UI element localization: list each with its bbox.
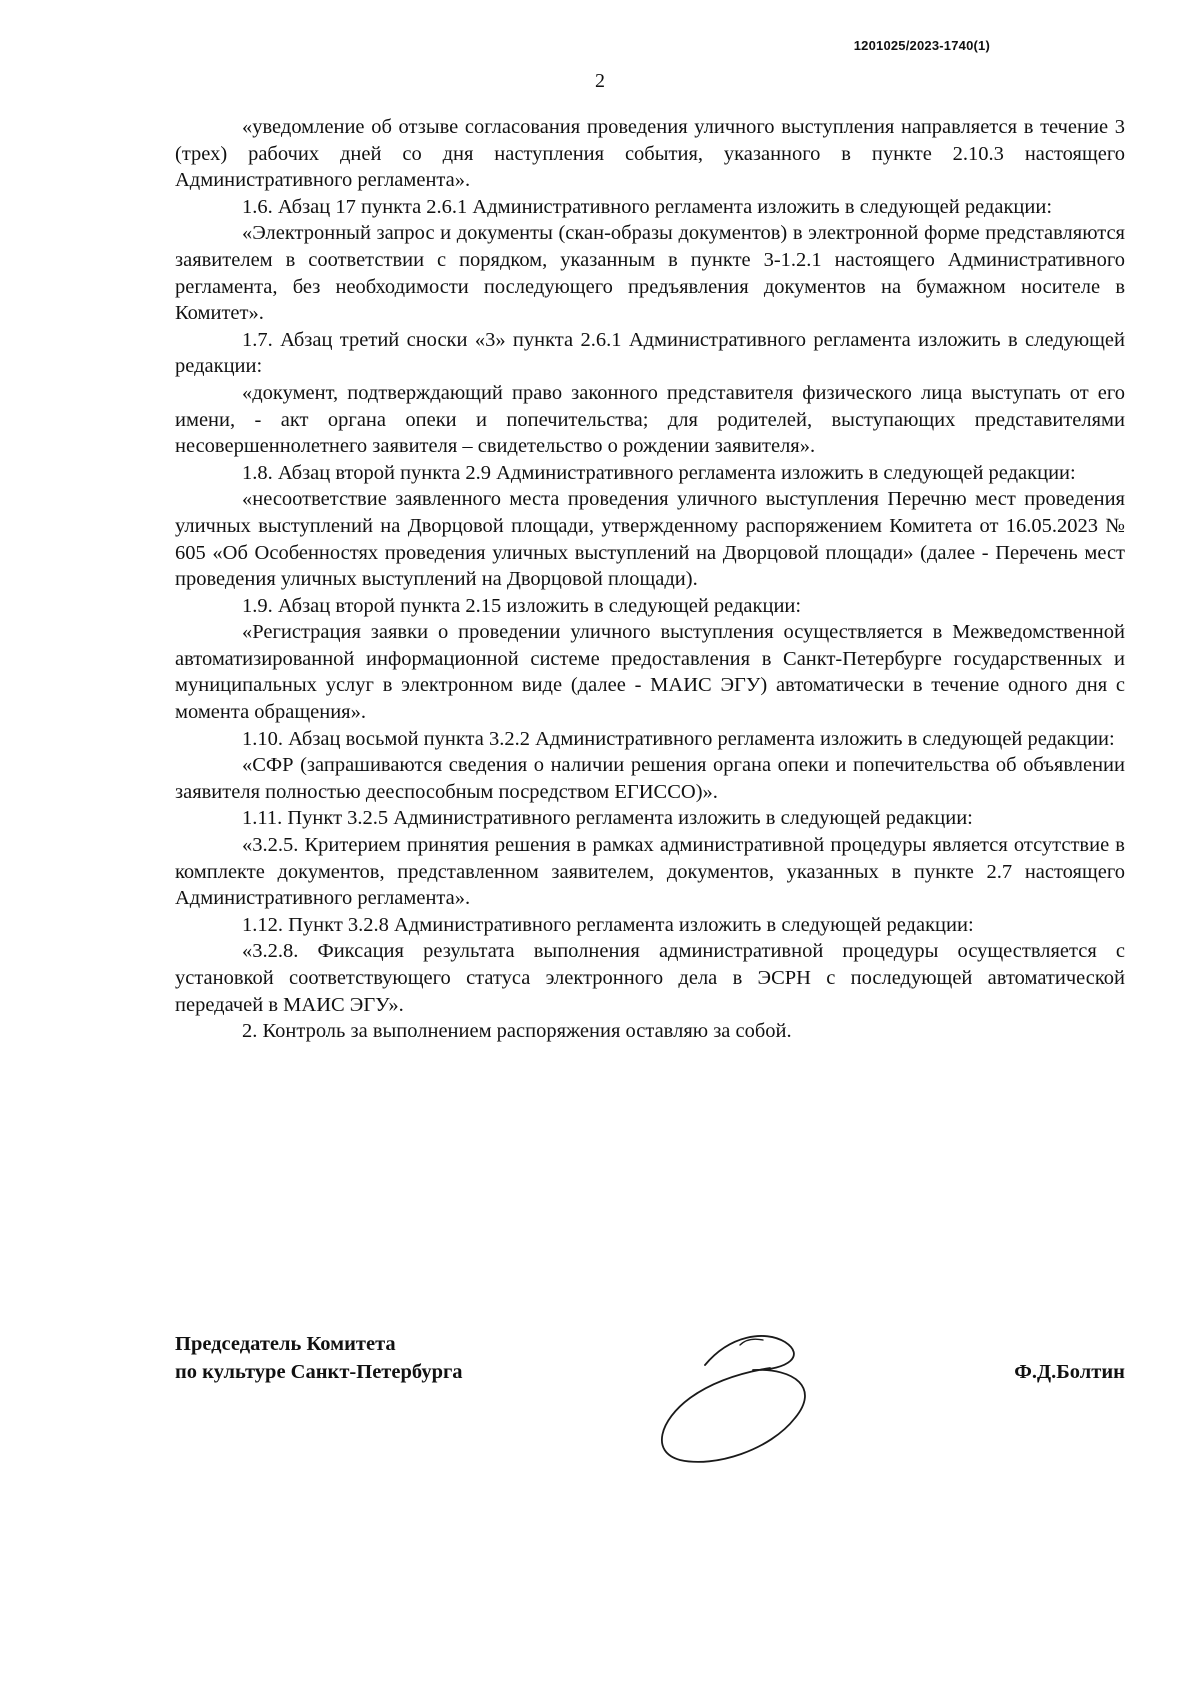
document-body [175,114,1125,1045]
paragraph-electronic-request: «Электронный запрос и документы (скан-образы документов) в электронной форме представляются заявителем в соответствии с порядком, указанным в пункте 3-1.2.1 настоящего Административного регламента, без необходимости последующего предъявления документов на бумажном носителе в Комитет». [175,222,1125,325]
document-registration-number: 1201025/2023-1740(1) [853,38,990,53]
paragraph-item-1-12: 1.12. Пункт 3.2.8 Административного регламента изложить в следующей редакции: [242,913,974,936]
paragraph-fixation: «3.2.8. Фиксация результата выполнения административной процедуры осуществляется с установкой соответствующего статуса электронного дела в ЭСРН с последующей автоматической передачей в МАИС ЭГУ». [175,940,1125,1016]
paragraph-item-1-10: 1.10. Абзац восьмой пункта 3.2.2 Административного регламента изложить в следующей редакции: [242,727,1115,750]
signature-block [175,1330,1125,1530]
paragraph-registration: «Регистрация заявки о проведении уличного выступления осуществляется в Межведомственной автоматизированной информационной системе предоставления в Санкт-Петербурге государственных и муниципальных услуг в электронном виде (далее - МАИС ЭГУ) автоматически в течение одного дня с момента обращения». [175,621,1125,724]
paragraph-item-1-6: 1.6. Абзац 17 пункта 2.6.1 Административного регламента изложить в следующей редакции: [242,195,1053,218]
paragraph-item-1-7: 1.7. Абзац третий сноски «3» пункта 2.6.1 Административного регламента изложить в следующей редакции: [175,328,1125,378]
signer-title [175,1330,463,1386]
paragraph-revocation-notice: «уведомление об отзыве согласования проведения уличного выступления направляется в течение 3 (трех) рабочих дней со дня наступления события, указанного в пункте 2.10.3 настоящего Административного регламента». [175,116,1125,192]
signer-title-line-2: по культуре Санкт-Петербурга [175,1361,463,1383]
paragraph-location-mismatch: «несоответствие заявленного места проведения уличного выступления Перечню мест проведения уличных выступлений на Дворцовой площади, утвержденному распоряжением Комитета от 16.05.2023 № 605 «Об Особенностях проведения уличных выступлений на Дворцовой площади» (далее - Перечень мест проведения уличных выступлений на Дворцовой площади). [175,488,1125,591]
paragraph-item-1-9: 1.9. Абзац второй пункта 2.15 изложить в следующей редакции: [242,594,802,617]
paragraph-legal-representative: «документ, подтверждающий право законного представителя физического лица выступать от его имени, - акт органа опеки и попечительства; для родителей, выступающих представителями несовершеннолетнего заявителя – свидетельство о рождении заявителя». [175,381,1125,458]
paragraph-item-1-11: 1.11. Пункт 3.2.5 Административного регламента изложить в следующей редакции: [242,807,973,830]
paragraph-control: 2. Контроль за выполнением распоряжения оставляю за собой. [242,1020,792,1043]
paragraph-item-1-8: 1.8. Абзац второй пункта 2.9 Административного регламента изложить в следующей редакции: [242,461,1076,484]
signer-title-line-1: Председатель Комитета [175,1333,396,1355]
paragraph-criterion: «3.2.5. Критерием принятия решения в рамках административной процедуры является отсутствие в комплекте документов, представленном заявителем, документов, указанных в пункте 2.7 настоящего Административного регламента». [175,834,1125,910]
page-number: 2 [595,70,605,92]
handwritten-signature-icon [645,1310,845,1480]
signer-name: Ф.Д.Болтин [1014,1361,1125,1383]
paragraph-sfr: «СФР (запрашиваются сведения о наличии решения органа опеки и попечительства об объявлении заявителя полностью дееспособным посредством ЕГИССО)». [175,754,1125,803]
